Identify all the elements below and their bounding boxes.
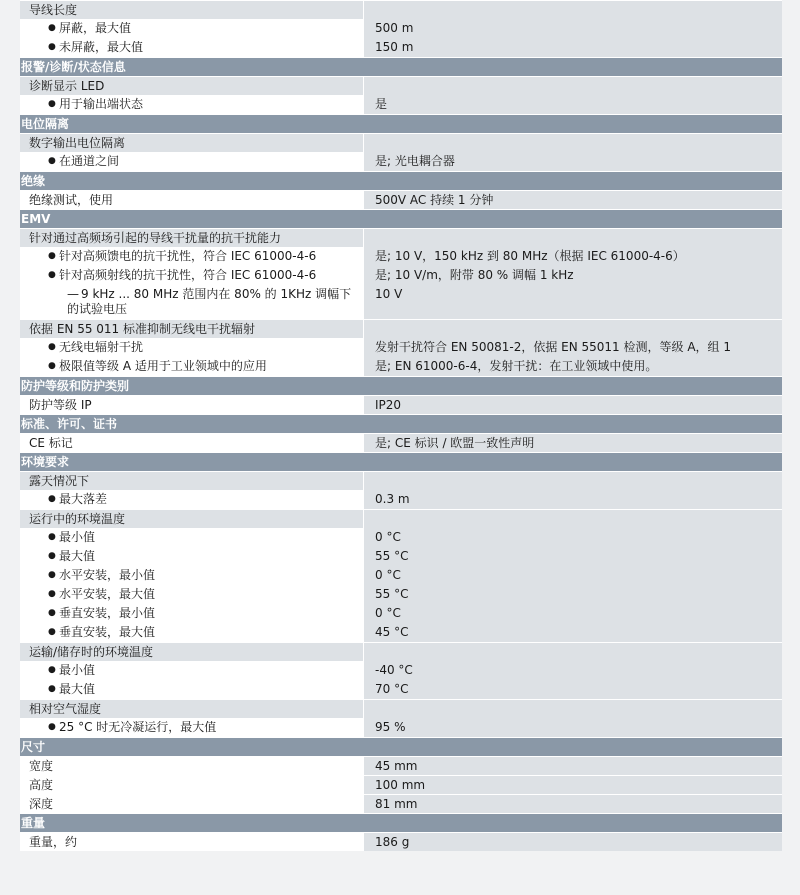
spec-label: 25 °C 时无冷凝运行，最大值 (59, 720, 217, 734)
group-header-row (20, 133, 782, 152)
spec-label: 垂直安装，最小值 (59, 606, 156, 620)
spec-row (20, 585, 782, 604)
spec-label-cell (20, 756, 363, 775)
spec-row (20, 528, 782, 547)
spec-row (20, 357, 782, 376)
section-header: 报警/诊断/状态信息 (20, 57, 782, 76)
spec-label: 数字输出电位隔离 (29, 136, 126, 150)
group-header-row (20, 699, 782, 718)
spec-label: 水平安装，最大值 (59, 587, 156, 601)
bullet-icon: ● (48, 589, 56, 599)
spec-value: 45 mm (363, 756, 782, 775)
spec-value (363, 319, 782, 338)
spec-row (20, 718, 782, 737)
spec-label-cell (20, 585, 363, 604)
spec-row (20, 95, 782, 114)
spec-label-cell (20, 357, 363, 376)
spec-label: 极限值等级 A 适用于工业领域中的应用 (59, 359, 267, 373)
spec-value: 是; 光电耦合器 (363, 152, 782, 171)
spec-label-cell (20, 247, 363, 266)
group-header-row (20, 76, 782, 95)
spec-value: 0.3 m (363, 490, 782, 509)
spec-label: 运输/储存时的环境温度 (29, 645, 154, 659)
spec-value (363, 699, 782, 718)
section-header: 防护等级和防护类别 (20, 376, 782, 395)
spec-value: 150 m (363, 38, 782, 57)
spec-row (20, 680, 782, 699)
spec-label-cell (20, 509, 363, 528)
spec-value: 发射干扰符合 EN 50081-2，依据 EN 55011 检测，等级 A，组 1 (363, 338, 782, 357)
spec-row (20, 832, 782, 851)
spec-value (363, 471, 782, 490)
section-header: 重量 (20, 813, 782, 832)
section-header: EMV (20, 209, 782, 228)
spec-label: 针对通过高频场引起的导线干扰量的抗干扰能力 (29, 231, 282, 245)
spec-row (20, 433, 782, 452)
bullet-icon: ● (48, 665, 56, 675)
spec-value: 0 °C (363, 528, 782, 547)
bullet-icon: ● (48, 551, 56, 561)
spec-label-cell (20, 76, 363, 95)
spec-label-cell (20, 38, 363, 57)
spec-label: 9 kHz ... 80 MHz 范围内在 80% 的 1KHz 调幅下的试验电压 (67, 287, 352, 316)
spec-label-cell (20, 95, 363, 114)
bullet-icon: ● (48, 342, 56, 352)
spec-row (20, 604, 782, 623)
spec-label: 防护等级 IP (29, 398, 92, 412)
spec-label-cell (20, 566, 363, 585)
group-header-row (20, 642, 782, 661)
spec-label: 针对高频馈电的抗干扰性，符合 IEC 61000-4-6 (59, 249, 317, 263)
spec-label: 最大值 (59, 682, 96, 696)
spec-row (20, 38, 782, 57)
spec-label-cell (20, 433, 363, 452)
spec-label: 相对空气湿度 (29, 702, 102, 716)
spec-value: -40 °C (363, 661, 782, 680)
bullet-icon: ● (48, 570, 56, 580)
spec-label-cell (20, 718, 363, 737)
spec-value: 是; 10 V，150 kHz 到 80 MHz（根据 IEC 61000-4-6） (363, 247, 782, 266)
spec-label: 无线电辐射干扰 (59, 340, 144, 354)
section-header: 绝缘 (20, 171, 782, 190)
spec-label-cell (20, 395, 363, 414)
spec-value: 100 mm (363, 775, 782, 794)
bullet-icon: ● (48, 156, 56, 166)
bullet-icon: ● (48, 722, 56, 732)
spec-label-cell (20, 775, 363, 794)
spec-value (363, 133, 782, 152)
spec-value: 500V AC 持续 1 分钟 (363, 190, 782, 209)
spec-value: 95 % (363, 718, 782, 737)
spec-value (363, 76, 782, 95)
spec-label-cell (20, 133, 363, 152)
spec-value: 10 V (363, 285, 782, 319)
spec-table (20, 0, 782, 851)
spec-label: 诊断显示 LED (29, 79, 105, 93)
spec-label: 高度 (29, 778, 54, 792)
spec-value: 81 mm (363, 794, 782, 813)
spec-label: 露天情况下 (29, 474, 90, 488)
spec-label: 在通道之间 (59, 154, 120, 168)
spec-label-cell (20, 190, 363, 209)
section-header: 环境要求 (20, 452, 782, 471)
spec-label: 垂直安装，最大值 (59, 625, 156, 639)
spec-label-cell (20, 152, 363, 171)
spec-row (20, 566, 782, 585)
spec-value: IP20 (363, 395, 782, 414)
spec-label: 用于输出端状态 (59, 97, 144, 111)
spec-value: 70 °C (363, 680, 782, 699)
spec-label: 最小值 (59, 663, 96, 677)
spec-label: 导线长度 (29, 3, 78, 17)
spec-label-cell (20, 547, 363, 566)
spec-value: 是 (363, 95, 782, 114)
spec-label: CE 标记 (29, 436, 73, 450)
spec-label: 深度 (29, 797, 54, 811)
spec-label-cell (20, 285, 363, 319)
spec-label: 运行中的环境温度 (29, 512, 126, 526)
spec-row (20, 338, 782, 357)
spec-label-cell (20, 338, 363, 357)
group-header-row (20, 0, 782, 19)
spec-row (20, 266, 782, 285)
spec-value (363, 642, 782, 661)
spec-row (20, 775, 782, 794)
section-header: 尺寸 (20, 737, 782, 756)
spec-label: 重量，约 (29, 835, 78, 849)
spec-label: 水平安装，最小值 (59, 568, 156, 582)
spec-row (20, 395, 782, 414)
group-header-row (20, 509, 782, 528)
spec-label-cell (20, 0, 363, 19)
bullet-icon: ● (48, 99, 56, 109)
spec-label: 屏蔽，最大值 (59, 21, 132, 35)
bullet-icon: ● (48, 251, 56, 261)
spec-row (20, 19, 782, 38)
spec-value: 500 m (363, 19, 782, 38)
spec-label-cell (20, 604, 363, 623)
spec-value (363, 0, 782, 19)
spec-label-cell (20, 471, 363, 490)
spec-value: 55 °C (363, 585, 782, 604)
bullet-icon: ● (48, 270, 56, 280)
spec-value: 45 °C (363, 623, 782, 642)
bullet-icon: ● (48, 494, 56, 504)
spec-label-cell (20, 19, 363, 38)
spec-label: 未屏蔽，最大值 (59, 40, 144, 54)
spec-value: 是; CE 标识 / 欧盟一致性声明 (363, 433, 782, 452)
spec-value: 0 °C (363, 604, 782, 623)
dash-icon: — (67, 287, 79, 301)
spec-label: 绝缘测试，使用 (29, 193, 114, 207)
bullet-icon: ● (48, 684, 56, 694)
spec-row (20, 623, 782, 642)
spec-value: 55 °C (363, 547, 782, 566)
spec-label-cell (20, 699, 363, 718)
spec-row (20, 190, 782, 209)
bullet-icon: ● (48, 361, 56, 371)
spec-label: 依据 EN 55 011 标准抑制无线电干扰辐射 (29, 322, 255, 336)
bullet-icon: ● (48, 23, 56, 33)
spec-row (20, 794, 782, 813)
spec-value: 是; EN 61000-6-4，发射干扰：在工业领域中使用。 (363, 357, 782, 376)
spec-value: 186 g (363, 832, 782, 851)
spec-label-cell (20, 319, 363, 338)
spec-label: 宽度 (29, 759, 54, 773)
spec-label-cell (20, 642, 363, 661)
group-header-row (20, 471, 782, 490)
spec-label-cell (20, 661, 363, 680)
spec-row (20, 152, 782, 171)
spec-value: 0 °C (363, 566, 782, 585)
spec-value (363, 228, 782, 247)
spec-label-cell (20, 794, 363, 813)
spec-label-cell (20, 490, 363, 509)
spec-row (20, 247, 782, 266)
group-header-row (20, 319, 782, 338)
section-header: 标准、许可、证书 (20, 414, 782, 433)
spec-label-cell (20, 832, 363, 851)
bullet-icon: ● (48, 532, 56, 542)
spec-label-cell (20, 266, 363, 285)
spec-row (20, 756, 782, 775)
spec-label-cell (20, 623, 363, 642)
spec-label: 最大落差 (59, 492, 108, 506)
spec-label-cell (20, 528, 363, 547)
spec-row (20, 547, 782, 566)
spec-label: 针对高频射线的抗干扰性，符合 IEC 61000-4-6 (59, 268, 317, 282)
section-header: 电位隔离 (20, 114, 782, 133)
bullet-icon: ● (48, 42, 56, 52)
group-header-row (20, 228, 782, 247)
spec-label: 最小值 (59, 530, 96, 544)
spec-label-cell (20, 680, 363, 699)
spec-value (363, 509, 782, 528)
spec-value: 是; 10 V/m，附带 80 % 调幅 1 kHz (363, 266, 782, 285)
bullet-icon: ● (48, 627, 56, 637)
spec-label: 最大值 (59, 549, 96, 563)
spec-row (20, 661, 782, 680)
spec-row (20, 285, 782, 319)
spec-label-cell (20, 228, 363, 247)
spec-row (20, 490, 782, 509)
bullet-icon: ● (48, 608, 56, 618)
